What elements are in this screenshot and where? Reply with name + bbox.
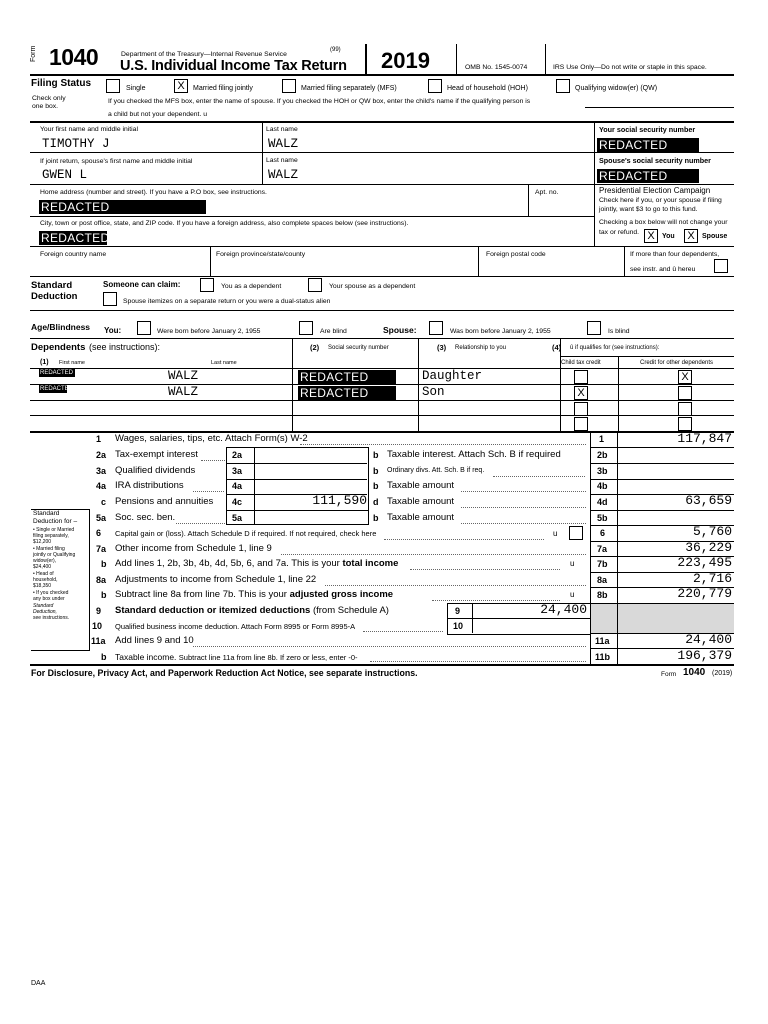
- line-8a-box: 8a: [597, 575, 608, 585]
- line-2b-number: b: [373, 450, 379, 460]
- dep-col4-num: (4): [552, 343, 562, 352]
- city-field[interactable]: REDACTED: [41, 231, 110, 245]
- dependent-1-relationship[interactable]: Daughter: [422, 369, 483, 383]
- line-9-box: 9: [455, 606, 461, 616]
- line-11a-number: 11a: [91, 636, 106, 646]
- dependents-see-instructions: (see instructions):: [89, 342, 161, 352]
- line-11b-label-post: Subtract line 11a from line 8b. If zero or less, enter -0-: [178, 653, 358, 662]
- ssn-field[interactable]: REDACTED: [597, 138, 699, 152]
- first-name-field[interactable]: TIMOTHY J: [42, 137, 110, 151]
- sidebar-line: any box under: [33, 596, 65, 602]
- line-4c-label: Pensions and annuities: [115, 496, 214, 507]
- dependent-4-child-credit-checkbox[interactable]: [574, 417, 588, 431]
- line-1-number: 1: [96, 434, 102, 444]
- sidebar-line: household,: [33, 577, 58, 583]
- more-dependents-line-2: see instr. and û hereu: [630, 266, 696, 273]
- line-5a-box: 5a: [232, 513, 243, 523]
- line-8b-box: 8b: [597, 590, 608, 600]
- you-born-before-label: Were born before January 2, 1955: [157, 328, 261, 335]
- line-11b-number: b: [101, 652, 107, 662]
- campaign-line-1: Check here if you, or your spouse if filing: [599, 197, 722, 204]
- foreign-province-label: Foreign province/state/county: [216, 251, 306, 258]
- spouse-first-name-field[interactable]: GWEN L: [42, 168, 88, 182]
- line-3b-number: b: [373, 466, 379, 476]
- more-dependents-line-1: If more than four dependents,: [630, 251, 720, 258]
- campaign-line-3: Checking a box below will not change your: [599, 219, 728, 226]
- line-5b-number: b: [373, 513, 379, 523]
- dependent-2-relationship[interactable]: Son: [422, 385, 445, 399]
- line-5a-label: Soc. sec. ben.: [115, 512, 176, 523]
- line-3a-box: 3a: [232, 466, 243, 476]
- one-box-note: one box.: [32, 103, 59, 110]
- dependent-3-other-credit-checkbox[interactable]: [678, 402, 692, 416]
- standard-deduction-heading-2: Deduction: [31, 291, 78, 302]
- campaign-line-4: tax or refund.: [599, 229, 640, 236]
- dependent-1-ssn[interactable]: REDACTED: [298, 370, 396, 384]
- line-3a-number: 3a: [96, 466, 107, 476]
- line-8b-label-bold: adjusted gross income: [289, 589, 394, 600]
- line-8b-number: b: [101, 590, 107, 600]
- line-11b-label-pre: Taxable income.: [115, 652, 177, 662]
- married-jointly-label: Married filing jointly: [193, 85, 253, 92]
- line-7a-label: Other income from Schedule 1, line 9: [115, 543, 272, 554]
- dependent-2-last-name[interactable]: WALZ: [168, 385, 199, 399]
- line-9-label-bold: Standard deduction or itemized deductions: [115, 605, 311, 616]
- sidebar-line: • If you checked: [33, 590, 69, 596]
- sidebar-line: jointly or Qualifying: [33, 552, 76, 558]
- line-3a-label: Qualified dividends: [115, 465, 196, 476]
- line-5b-label: Taxable amount: [387, 512, 455, 523]
- check-only-note: Check only: [32, 95, 66, 102]
- mfs-note: If you checked the MFS box, enter the name of spouse. If you checked the HOH or QW box, enter the child's name if the qualifying person is: [108, 98, 531, 105]
- campaign-you-label: You: [662, 233, 675, 240]
- line-6-checkbox[interactable]: [569, 526, 583, 540]
- head-of-household-label: Head of household (HOH): [447, 85, 528, 92]
- line-4a-box: 4a: [232, 481, 243, 491]
- standard-deduction-sidebar: [31, 509, 90, 651]
- line-5a-box-frame: [226, 509, 369, 525]
- line-4a-number: 4a: [96, 481, 107, 491]
- age-blindness-heading: Age/Blindness: [31, 322, 91, 332]
- line-8a-number: 8a: [96, 575, 107, 585]
- dependent-1-first-name[interactable]: REDACTED: [40, 370, 74, 376]
- married-separately-label: Married filing separately (MFS): [301, 85, 397, 92]
- line-4d-box: 4d: [597, 497, 608, 507]
- sidebar-line: see instructions.: [33, 615, 70, 621]
- disclosure-notice: For Disclosure, Privacy Act, and Paperwork Reduction Act Notice, see separate instructions.: [31, 668, 418, 678]
- city-label: City, town or post office, state, and ZIP code. If you have a foreign address, also complete spaces below (see instructions).: [40, 220, 409, 227]
- dep-col3-num: (3): [437, 343, 447, 352]
- sidebar-line: Deduction,: [33, 609, 57, 615]
- line-4b-box: 4b: [597, 481, 608, 491]
- dependent-1-other-credit-checkbox[interactable]: X: [678, 370, 692, 384]
- spouse-born-before-label: Was born before January 2, 1955: [450, 328, 551, 335]
- child-credit-label: Child tax credit: [561, 360, 601, 366]
- line-6-label: Capital gain or (loss). Attach Schedule D if required. If not required, check here: [115, 529, 377, 538]
- line-7a-amount[interactable]: 36,229: [685, 540, 732, 555]
- you-dependent-checkbox[interactable]: [200, 278, 214, 292]
- married-jointly-checkbox[interactable]: X: [174, 79, 188, 93]
- line-11a-box: 11a: [595, 636, 610, 646]
- irs-use-only: IRS Use Only—Do not write or staple in this space.: [553, 64, 707, 71]
- spouse-first-name-label: If joint return, spouse's first name and middle initial: [40, 158, 193, 165]
- line-4d-number: d: [373, 497, 379, 507]
- sidebar-line: • Married filing: [33, 546, 65, 552]
- sidebar-line: widow(er),: [33, 558, 57, 564]
- line-8a-label: Adjustments to income from Schedule 1, line 22: [115, 574, 317, 585]
- campaign-you-checkbox[interactable]: X: [644, 229, 658, 243]
- line-8b-arrow: u: [570, 590, 575, 599]
- line-4b-number: b: [373, 481, 379, 491]
- line-4c-number: c: [101, 497, 107, 507]
- tax-year: 2019: [381, 48, 430, 73]
- dep-col1-num: (1): [40, 359, 49, 366]
- line-5b-box: 5b: [597, 513, 608, 523]
- spouse-itemizes-label: Spouse itemizes on a separate return or you were a dual-status alien: [123, 298, 331, 305]
- sidebar-line: $12,200: [33, 539, 52, 545]
- sidebar-line: • Head of: [33, 571, 54, 577]
- line-10-number: 10: [92, 621, 103, 631]
- form-title: U.S. Individual Income Tax Return: [120, 58, 347, 74]
- footer-form-number: 1040: [683, 667, 706, 678]
- form-label: Form: [30, 45, 37, 62]
- single-label: Single: [126, 85, 146, 92]
- form-number: 1040: [49, 44, 99, 70]
- campaign-line-2: jointly, want $3 to go to this fund.: [599, 206, 698, 213]
- someone-can-claim: Someone can claim:: [103, 280, 181, 289]
- you-blind-checkbox[interactable]: [299, 321, 313, 335]
- sidebar-line: Deduction for –: [33, 518, 78, 525]
- line-2a-label: Tax-exempt interest: [115, 449, 198, 460]
- line-1-box: 1: [599, 434, 605, 444]
- line-6-arrow: u: [553, 529, 558, 538]
- ssn-label: Your social security number: [599, 125, 696, 134]
- line-8b-amount[interactable]: 220,779: [677, 586, 732, 601]
- married-separately-checkbox[interactable]: [282, 79, 296, 93]
- line-4c-amount[interactable]: 111,590: [312, 493, 367, 508]
- spouse-dependent-label: Your spouse as a dependent: [329, 283, 416, 290]
- footer-form-label: Form: [661, 671, 677, 678]
- dependent-2-first-name[interactable]: REDACTED: [40, 386, 74, 392]
- home-address-field[interactable]: REDACTED: [39, 200, 206, 214]
- line-7b-arrow: u: [570, 559, 575, 568]
- line-6-number: 6: [96, 528, 102, 538]
- campaign-title: Presidential Election Campaign: [599, 186, 711, 195]
- line-6-box: 6: [600, 528, 606, 538]
- dependent-2-child-credit-checkbox[interactable]: X: [574, 386, 588, 400]
- line-9-amount[interactable]: 24,400: [540, 602, 587, 617]
- dependent-3-child-credit-checkbox[interactable]: [574, 402, 588, 416]
- line-7b-label: [115, 558, 398, 569]
- foreign-postal-label: Foreign postal code: [486, 251, 546, 258]
- age-you-label: You:: [104, 326, 122, 335]
- last-name-label: Last name: [266, 126, 298, 133]
- line-7a-box: 7a: [597, 544, 608, 554]
- spouse-ssn-label: Spouse's social security number: [599, 156, 711, 165]
- sidebar-line: filing separately,: [33, 533, 69, 539]
- campaign-spouse-checkbox[interactable]: X: [684, 229, 698, 243]
- qualifying-widow-label: Qualifying widow(er) (QW): [575, 85, 658, 92]
- dep-col2-label: Social security number: [328, 345, 389, 351]
- standard-deduction-heading-1: Standard: [31, 280, 73, 291]
- line-9-number: 9: [96, 606, 102, 616]
- line-7b-box: 7b: [597, 559, 608, 569]
- age-spouse-label: Spouse:: [383, 325, 417, 335]
- head-of-household-checkbox[interactable]: [428, 79, 442, 93]
- line-8b-label-text: Subtract line 8a from line 7b. This is your: [115, 589, 287, 600]
- first-name-label: Your first name and middle initial: [40, 126, 138, 133]
- dep-col1-last: Last name: [211, 360, 237, 366]
- form-code: (99): [330, 47, 341, 53]
- apt-label: Apt. no.: [535, 189, 559, 196]
- line-2a-box: 2a: [232, 450, 243, 460]
- last-name-field[interactable]: WALZ: [268, 137, 299, 151]
- you-blind-label: Are blind: [320, 328, 347, 335]
- spouse-last-name-label: Last name: [266, 157, 298, 164]
- dep-col2-num: (2): [310, 343, 320, 352]
- daa-label: DAA: [31, 980, 46, 987]
- sidebar-line: Standard: [33, 510, 60, 517]
- dep-col3-label: Relationship to you: [455, 345, 507, 351]
- dependent-2-ssn[interactable]: REDACTED: [298, 386, 396, 400]
- line-8b-label: [115, 589, 393, 600]
- line-11b-label: [115, 652, 358, 662]
- line-2a-number: 2a: [96, 450, 107, 460]
- line-2b-label: Taxable interest. Attach Sch. B if required: [387, 449, 561, 460]
- dependents-heading: Dependents: [31, 342, 86, 353]
- footer-year: (2019): [712, 670, 733, 677]
- line-7b-label-text: Add lines 1, 2b, 3b, 4b, 4d, 5b, 6, and 7a. This is your: [115, 558, 340, 569]
- qualifying-widow-checkbox[interactable]: [556, 79, 570, 93]
- spouse-blind-label: Is blind: [608, 328, 630, 335]
- sidebar-line: $18,350: [33, 583, 52, 589]
- line-10-box: 10: [453, 621, 464, 631]
- line-3b-box: 3b: [597, 466, 608, 476]
- campaign-spouse-label: Spouse: [702, 233, 728, 240]
- line-6-amount[interactable]: 5,760: [692, 524, 732, 539]
- spouse-itemizes-checkbox[interactable]: [103, 292, 117, 306]
- line-7b-number: b: [101, 559, 107, 569]
- dependent-4-other-credit-checkbox[interactable]: [678, 417, 692, 431]
- more-dependents-checkbox[interactable]: [714, 259, 728, 273]
- other-credit-label: Credit for other dependents: [640, 360, 714, 366]
- line-7a-number: 7a: [96, 544, 107, 554]
- line-1-label: Wages, salaries, tips, etc. Attach Form(s) W-2: [115, 433, 308, 444]
- sidebar-line: Standard: [33, 603, 54, 609]
- department: Department of the Treasury—Internal Revenue Service: [121, 51, 287, 58]
- line-9-label-text: (from Schedule A): [312, 605, 389, 616]
- single-checkbox[interactable]: [106, 79, 120, 93]
- line-4d-label: Taxable amount: [387, 496, 455, 507]
- line-5a-number: 5a: [96, 513, 107, 523]
- dependent-1-child-credit-checkbox[interactable]: [574, 370, 588, 384]
- spouse-born-before-checkbox[interactable]: [429, 321, 443, 335]
- line-11b-amount[interactable]: 196,379: [677, 648, 732, 663]
- spouse-ssn-field[interactable]: REDACTED: [597, 169, 699, 183]
- mfs-note-2: a child but not your dependent. u: [108, 111, 208, 118]
- line-10-label: Qualified business income deduction. Attach Form 8995 or Form 8995-A: [115, 622, 356, 631]
- line-9-label: [115, 605, 389, 616]
- line-7b-amount[interactable]: 223,495: [677, 555, 732, 570]
- line-4b-label: Taxable amount: [387, 480, 455, 491]
- spouse-dependent-checkbox[interactable]: [308, 278, 322, 292]
- home-address-label: Home address (number and street). If you have a P.O box, see instructions.: [40, 189, 267, 196]
- line-11a-label: Add lines 9 and 10: [115, 635, 194, 646]
- dependent-2-other-credit-checkbox[interactable]: [678, 386, 692, 400]
- line-11b-box: 11b: [595, 652, 611, 662]
- line-3b-label: Ordinary divs. Att. Sch. B if req.: [387, 467, 485, 474]
- line-4c-box: 4c: [232, 497, 243, 507]
- sidebar-line: $24,400: [33, 564, 52, 570]
- foreign-country-label: Foreign country name: [40, 251, 107, 258]
- spouse-blind-checkbox[interactable]: [587, 321, 601, 335]
- filing-status-heading: Filing Status: [31, 78, 91, 89]
- you-born-before-checkbox[interactable]: [137, 321, 151, 335]
- line-4a-label: IRA distributions: [115, 480, 184, 491]
- line-4d-amount[interactable]: 63,659: [685, 493, 732, 508]
- dep-col4-label: û if qualifies for (see instructions):: [570, 345, 660, 351]
- dependent-1-last-name[interactable]: WALZ: [168, 369, 199, 383]
- omb-number: OMB No. 1545-0074: [465, 64, 528, 71]
- line-11a-amount[interactable]: 24,400: [685, 632, 732, 647]
- sidebar-line: • Single or Married: [33, 527, 75, 533]
- dep-col1-first: First name: [59, 360, 85, 366]
- line-2b-box: 2b: [597, 450, 608, 460]
- line-8a-amount[interactable]: 2,716: [692, 571, 732, 586]
- line-7b-label-bold: total income: [342, 558, 399, 569]
- spouse-last-name-field[interactable]: WALZ: [268, 168, 299, 182]
- you-dependent-label: You as a dependent: [221, 283, 282, 290]
- line-1-amount[interactable]: 117,847: [677, 431, 732, 446]
